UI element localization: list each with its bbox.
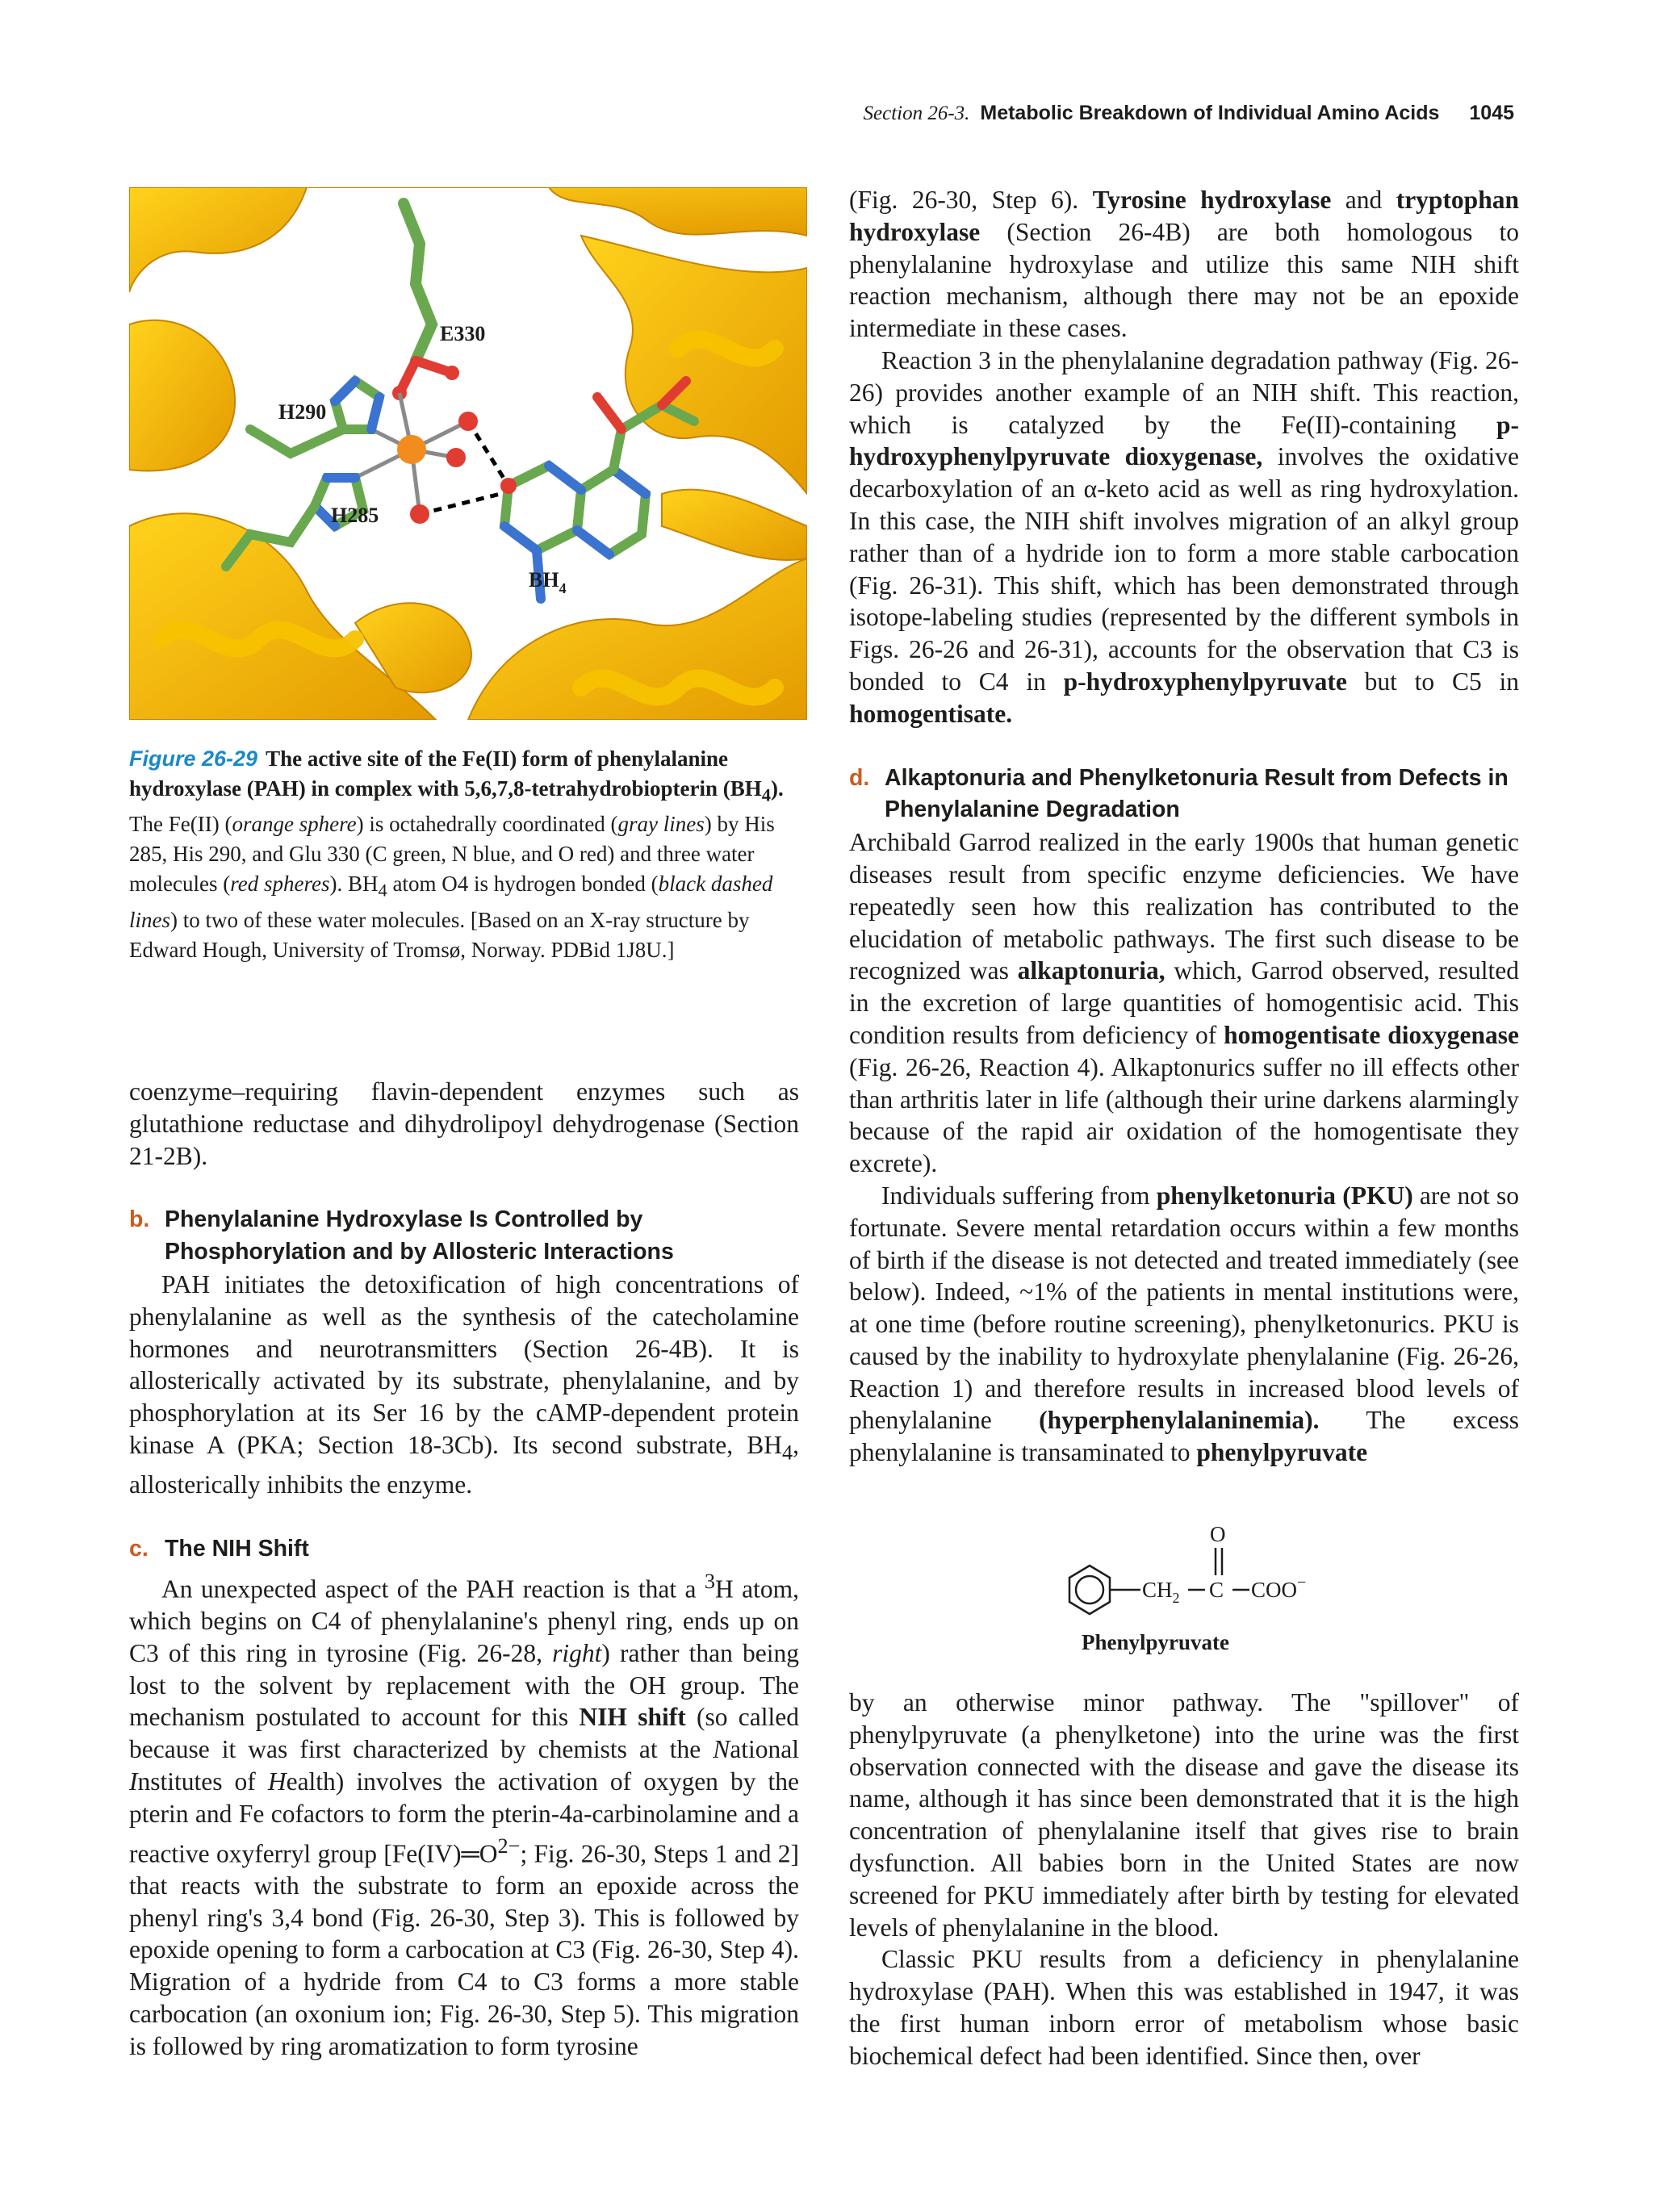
label-h285: H285 (331, 504, 379, 527)
label-bh4: $BH_4$ (529, 568, 567, 596)
paragraph-classic-pku: Classic PKU results from a deficiency in phenylalanine hydroxylase (PAH). When this was established in 1947, it was the first human inborn error of metabolism whose basic biochemical defect had been identified. Since then, over (849, 1945, 1519, 2070)
page-number: 1045 (1469, 102, 1514, 124)
struct-oxygen: O (1210, 1522, 1226, 1546)
left-column (129, 1076, 799, 2063)
right-column (849, 184, 1519, 1469)
paragraph-nih-shift: An unexpected aspect of the PAH reaction is that a $^3$H atom, which begins on C4 of phenylalanine's phenyl ring, ends up on C3 of this ring in tyrosine (Fig. 26-28, right) rather than being lost to the solvent by replacement with the OH group. The mechanism postulated to account for this NIH shift (so called because it was first characterized by chemists at the National Institutes of Health) involves the activation of oxygen by the pterin and Fe cofactors to form the pterin-4a-carbinolamine and a reactive oxyferryl group [$Fe(IV)═O^{2-}$; Fig. 26-30, Steps 1 and 2] that reacts with the substrate to form an epoxide across the phenyl ring's 3,4 bond (Fig. 26-30, Step 3). This is followed by epoxide opening to form a carbocation at C3 (Fig. 26-30, Step 4). Migration of a hydride from C4 to C3 forms a more stable carbocation (an oxonium ion; Fig. 26-30, Step 5). This migration is followed by ring aromatization to form tyrosine (129, 1569, 799, 2060)
paragraph-reaction-3: Reaction 3 in the phenylalanine degradation pathway (Fig. 26-26) provides another example of an NIH shift. This reaction, which is catalyzed by the Fe(II)-containing p-hydroxyphenylpyruvate dioxygenase, involves the oxidative decarboxylation of an α-keto acid as well as ring hydroxylation. In this case, the NIH shift involves migration of an alkyl group rather than of a hydride ion to form a more stable carbocation (Fig. 26-31). This shift, which has been demonstrated through isotope-labeling studies (represented by the different symbols in Figs. 26-26 and 26-31), accounts for the observation that C3 is bonded to C4 in p-hydroxyphenylpyruvate but to C5 in homogentisate. (849, 345, 1520, 728)
struct-coo: COO− (1251, 1574, 1307, 1602)
figure-label: Figure 26-29 (129, 746, 258, 771)
structure-caption: Phenylpyruvate (1082, 1630, 1230, 1654)
paragraph-spillover: by an otherwise minor pathway. The "spillover" of phenylpyruvate (a phenylketone) into the urine was the first observation connected with the disease and gave the disease its name, although it has since been demonstrated that it is the high concentration of phenylalanine itself that gives rise to brain dysfunction. All babies born in the United States are now screened for PKU immediately after birth by testing for elevated levels of phenylalanine in the blood. (849, 1688, 1519, 1942)
caption-title: The active site of the Fe(II) form of phenylalanine hydroxylase (PAH) in complex with 5,6,7,8-tetrahydrobiopterin $(BH_4)$. (129, 746, 784, 805)
paragraph-pku: Individuals suffering from phenylketonuria (PKU) are not so fortunate. Severe mental retardation occurs within a few months of birth if the disease is not detected and treated immediately (see below). Indeed, ~1% of the patients in mental institutions were, at one time (before routine screening), phenylketonurics. PKU is caused by the inability to hydroxylate phenylalanine (Fig. 26-26, Reaction 1) and therefore results in increased blood levels of phenylalanine (hyperphenylalaninemia). The excess phenylalanine is transaminated to phenylpyruvate (849, 1181, 1520, 1467)
label-h290: H290 (278, 400, 327, 424)
header-section: Section 26-3. (863, 102, 970, 124)
benzene-aromatic-circle (1076, 1576, 1103, 1604)
paragraph-continued: coenzyme–requiring flavin-dependent enzymes such as glutathione reductase and dihydrolipoyl dehydrogenase (Section 21-2B). (129, 1077, 799, 1170)
subheading-c: c. The NIH Shift (129, 1535, 309, 1562)
figure-caption: Figure 26-29 The active site of the Fe(II) form of phenylalanine hydroxylase (PAH) in complex with 5,6,7,8-tetrahydrobiopterin $(BH_4)$. The Fe(II) (orange sphere) is octahedrally coordinated (gray lines) by His 285, His 290, and Glu 330 (C green, N blue, and O red) and three water molecules (red spheres). $BH_4$ atom O4 is hydrogen bonded (black dashed lines) to two of these water molecules. [Based on an X-ray structure by Edward Hough, University of Tromsø, Norway. PDBid 1J8U.] (129, 746, 784, 962)
subheading-b: b. Phenylalanine Hydroxylase Is Controlled by Phosphorylation and by Allosteric Interactions (129, 1206, 674, 1265)
header-title: Metabolic Breakdown of Individual Amino Acids (980, 102, 1440, 124)
paragraph-tyrosine-hydroxylase: (Fig. 26-30, Step 6). Tyrosine hydroxylase and tryptophan hydroxylase (Section 26-4B) are both homologous to phenylalanine hydroxylase and utilize this same NIH shift reaction mechanism, although there may not be an epoxide intermediate in these cases. (849, 186, 1519, 343)
struct-carbon: C (1209, 1578, 1224, 1602)
figure-26-29-image (129, 187, 807, 720)
paragraph-pah-regulation: PAH initiates the detoxification of high concentrations of phenylalanine as well as the synthesis of the catecholamine hormones and neurotransmitters (Section 26-4B). It is allosterically activated by its substrate, phenylalanine, and by phosphorylation at its Ser 16 by the cAMP-dependent protein kinase A (PKA; Section 18-3Cb). Its second substrate, $BH_4$, allosterically inhibits the enzyme. (129, 1269, 799, 1499)
subheading-d: d. Alkaptonuria and Phenylketonuria Result from Defects in Phenylalanine Degradation (849, 764, 1509, 823)
paragraph-alkaptonuria: Archibald Garrod realized in the early 1900s that human genetic diseases result from specific enzyme deficiencies. We have repeatedly seen how this realization has contributed to the elucidation of metabolic pathways. The first such disease to be recognized was alkaptonuria, which, Garrod observed, resulted in the excretion of large quantities of homogentisic acid. This condition results from deficiency of homogentisate dioxygenase (Fig. 26-26, Reaction 4). Alkaptonurics suffer no ill effects other than arthritis later in life (although their urine darkens alarmingly because of the rapid air oxidation of the homogentisate they excrete). (849, 828, 1519, 1178)
struct-ch2: $CH_2$ (1142, 1578, 1180, 1606)
right-column-continued (849, 1687, 1519, 2072)
running-header (864, 102, 1515, 125)
label-e330: E330 (440, 322, 486, 345)
